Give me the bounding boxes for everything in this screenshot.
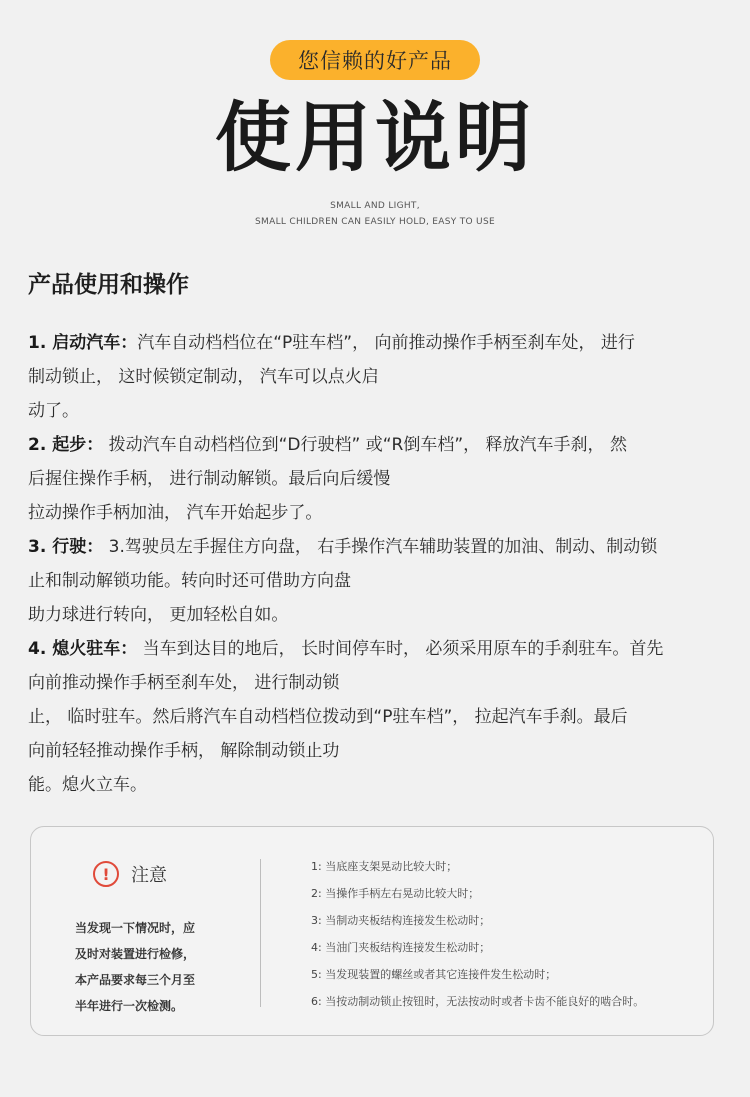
notice-description bbox=[75, 915, 225, 1019]
instruction-line bbox=[28, 700, 728, 734]
instruction-line bbox=[28, 496, 728, 530]
instruction-line bbox=[28, 462, 728, 496]
step-label: 2. 起步： bbox=[28, 435, 104, 455]
step-text: 当车到达目的地后， 长时间停车时， 必须采用原车的手刹驻车。首先 bbox=[137, 639, 664, 659]
step-text: 后握住操作手柄， 进行制动解锁。最后向后缓慢 bbox=[28, 469, 391, 489]
notice-item: 1: 当底座支架晃动比较大时； bbox=[311, 860, 458, 873]
step-text: 拨动汽车自动档档位到“D行驶档” 或“R倒车档”， 释放汽车手刹， 然 bbox=[103, 435, 627, 455]
notice-item: 6: 当按动制动锁止按钮时，无法按动时或者卡齿不能良好的啮合时。 bbox=[311, 995, 645, 1008]
instruction-line bbox=[28, 598, 728, 632]
step-text: 能。熄火立车。 bbox=[28, 775, 147, 795]
notice-item: 5: 当发现装置的螺丝或者其它连接件发生松动时； bbox=[311, 968, 557, 981]
notice-list bbox=[311, 853, 701, 1015]
step-text: 向前轻轻推动操作手柄， 解除制动锁止功 bbox=[28, 741, 340, 761]
step-text: 助力球进行转向， 更加轻松自如。 bbox=[28, 605, 289, 625]
step-text: 向前推动操作手柄至刹车处， 进行制动锁 bbox=[28, 673, 340, 693]
exclamation-icon: ! bbox=[93, 861, 119, 887]
slogan-badge: 您信赖的好产品 bbox=[270, 40, 480, 80]
step-text: 3.驾驶员左手握住方向盘， 右手操作汽车辅助装置的加油、制动、制动锁 bbox=[103, 537, 658, 557]
step-text: 拉动操作手柄加油， 汽车开始起步了。 bbox=[28, 503, 323, 523]
instruction-line bbox=[28, 530, 728, 564]
step-label: 1. 启动汽车： bbox=[28, 333, 138, 353]
section-heading: 产品使用和操作 bbox=[28, 272, 189, 298]
notice-description-line: 半年进行一次检测。 bbox=[75, 999, 184, 1013]
instruction-line bbox=[28, 428, 728, 462]
notice-header bbox=[93, 861, 167, 887]
notice-description-line: 当发现一下情况时，应 bbox=[75, 921, 196, 935]
page-title: 使用说明 bbox=[215, 93, 535, 182]
instruction-line bbox=[28, 666, 728, 700]
notice-item: 4: 当油门夹板结构连接发生松动时； bbox=[311, 941, 491, 954]
instruction-line bbox=[28, 394, 728, 428]
instruction-line bbox=[28, 326, 728, 360]
vertical-divider bbox=[260, 859, 261, 1007]
subtitle-line-1: SMALL AND LIGHT, bbox=[330, 201, 420, 211]
step-label: 3. 行驶： bbox=[28, 537, 104, 557]
subtitle-line-2: SMALL CHILDREN CAN EASILY HOLD, EASY TO USE bbox=[255, 217, 495, 227]
step-text: 制动锁止， 这时候锁定制动， 汽车可以点火启 bbox=[28, 367, 379, 387]
notice-description-line: 及时对装置进行检修， bbox=[75, 947, 196, 961]
notice-item: 3: 当制动夹板结构连接发生松动时； bbox=[311, 914, 491, 927]
notice-card bbox=[30, 826, 714, 1036]
instruction-line bbox=[28, 632, 728, 666]
notice-item: 2: 当操作手柄左右晃动比较大时； bbox=[311, 887, 480, 900]
step-text: 止， 临时驻车。然后將汽车自动档档位拨动到“P驻车档”， 拉起汽车手刹。最后 bbox=[28, 707, 628, 727]
step-text: 动了。 bbox=[28, 401, 79, 421]
instruction-line bbox=[28, 360, 728, 394]
instruction-line bbox=[28, 734, 728, 768]
instruction-line bbox=[28, 768, 728, 802]
notice-title: 注意 bbox=[131, 865, 167, 886]
step-text: 止和制动解锁功能。转向时还可借助方向盘 bbox=[28, 571, 351, 591]
step-text: 汽车自动档档位在“P驻车档”， 向前推动操作手柄至刹车处， 进行 bbox=[137, 333, 635, 353]
notice-description-line: 本产品要求每三个月至 bbox=[75, 973, 196, 987]
instructions-body bbox=[28, 326, 728, 802]
instruction-line bbox=[28, 564, 728, 598]
step-label: 4. 熄火驻车： bbox=[28, 639, 138, 659]
